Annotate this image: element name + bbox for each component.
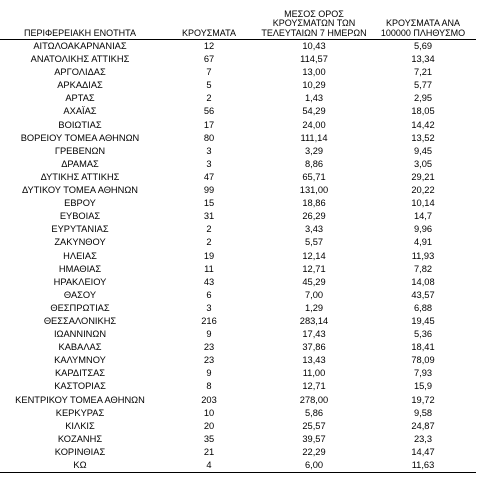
table-row [0, 289, 476, 302]
cell-7day-average: 1,29 [304, 302, 324, 313]
table-row [0, 420, 476, 433]
table-row [0, 354, 476, 367]
cell-7day-average: 26,29 [302, 211, 326, 222]
cell-cases: 80 [203, 132, 215, 143]
header-cases-per-100000: ΚΡΟΥΣΜΑΤΑ ΑΝΑ 100000 ΠΛΗΘΥΣΜΟ [370, 4, 476, 40]
table-row [0, 367, 476, 380]
cell-regional-unit: ΔΡΑΜΑΣ [61, 158, 99, 169]
cell-cases: 67 [203, 54, 215, 65]
table-row [0, 158, 476, 171]
cell-regional-unit: ΗΜΑΘΙΑΣ [58, 263, 102, 274]
cell-cases-per-100000: 20,22 [411, 185, 435, 196]
cell-cases-per-100000: 14,7 [413, 211, 433, 222]
cell-regional-unit: ΚΕΝΤΡΙΚΟΥ ΤΟΜΕΑ ΑΘΗΝΩΝ [15, 394, 145, 405]
table-row [0, 132, 476, 145]
table-row [0, 171, 476, 184]
table-body [0, 40, 476, 473]
cell-regional-unit: ΓΡΕΒΕΝΩΝ [54, 145, 106, 156]
cell-cases: 21 [203, 446, 215, 457]
cell-regional-unit: ΚΑΒΑΛΑΣ [58, 342, 102, 353]
table-row [0, 394, 476, 407]
cell-cases: 7 [206, 67, 212, 78]
cell-regional-unit: ΚΩ [0, 459, 160, 473]
cell-7day-average: 5,86 [304, 407, 324, 418]
cell-cases-per-100000: 4,91 [413, 237, 433, 248]
cell-cases-per-100000: 9,45 [413, 145, 433, 156]
cell-7day-average: 114,57 [300, 54, 328, 65]
cell-7day-average: 12,71 [302, 381, 326, 392]
cell-cases-per-100000: 19,45 [411, 315, 435, 326]
cell-cases: 9 [206, 329, 212, 340]
table-row [0, 276, 476, 289]
table-row [0, 341, 476, 354]
cell-cases: 23 [203, 355, 215, 366]
cell-regional-unit: ΘΕΣΠΡΩΤΙΑΣ [50, 302, 110, 313]
cell-cases-per-100000: 10,14 [411, 198, 435, 209]
cell-cases-per-100000: 11,93 [411, 250, 435, 261]
cell-cases: 2 [206, 237, 212, 248]
cell-cases: 2 [206, 224, 212, 235]
cell-cases-per-100000: 7,93 [413, 368, 433, 379]
cell-7day-average: 39,57 [302, 433, 326, 444]
cell-7day-average: 24,00 [302, 119, 326, 130]
cell-cases-per-100000: 19,72 [411, 394, 435, 405]
table-row [0, 433, 476, 446]
cell-cases: 4 [160, 459, 258, 473]
cell-regional-unit: ΕΥΒΟΙΑΣ [59, 211, 101, 222]
table-row [0, 250, 476, 263]
cell-7day-average: 12,14 [302, 250, 326, 261]
header-7day-average: ΜΕΣΟΣ ΟΡΟΣ ΚΡΟΥΣΜΑΤΩΝ ΤΩΝ ΤΕΛΕΥΤΑΙΩΝ 7 ΗΜΕΡΩΝ [258, 4, 370, 40]
cell-cases: 6 [206, 289, 212, 300]
cell-cases: 216 [201, 315, 217, 326]
table-row [0, 328, 476, 341]
cell-7day-average: 22,29 [302, 446, 326, 457]
cell-regional-unit: ΑΡΤΑΣ [65, 93, 95, 104]
cell-cases: 203 [201, 394, 217, 405]
cell-regional-unit: ΚΟΖΑΝΗΣ [57, 433, 103, 444]
cell-regional-unit: ΑΡΓΟΛΙΔΑΣ [54, 67, 106, 78]
table-row [0, 92, 476, 105]
cell-7day-average: 111,14 [300, 132, 328, 143]
cell-cases-per-100000: 18,05 [411, 106, 435, 117]
table-row [0, 197, 476, 210]
cell-regional-unit: ΚΕΡΚΥΡΑΣ [55, 407, 105, 418]
cell-cases: 19 [203, 250, 215, 261]
cell-7day-average: 17,43 [302, 329, 326, 340]
cell-regional-unit: ΑΙΤΩΛΟΑΚΑΡΝΑΝΙΑΣ [33, 41, 127, 51]
cell-cases-per-100000: 13,52 [411, 132, 435, 143]
cell-7day-average: 3,43 [304, 224, 324, 235]
table-row [0, 119, 476, 132]
header-regional-unit: ΠΕΡΙΦΕΡΕΙΑΚΗ ΕΝΟΤΗΤΑ [0, 4, 160, 40]
cell-regional-unit: ΗΡΑΚΛΕΙΟΥ [53, 276, 107, 287]
table-row [0, 66, 476, 79]
cell-cases-per-100000: 11,63 [370, 459, 476, 473]
cell-regional-unit: ΑΡΚΑΔΙΑΣ [57, 80, 103, 91]
cell-7day-average: 54,29 [302, 106, 326, 117]
table-row [0, 53, 476, 66]
cell-cases: 20 [203, 420, 215, 431]
table-row [0, 79, 476, 92]
cell-cases: 9 [206, 368, 212, 379]
cell-cases-per-100000: 13,34 [411, 54, 435, 65]
cell-7day-average: 5,57 [304, 237, 324, 248]
cell-regional-unit: ΘΕΣΣΑΛΟΝΙΚΗΣ [43, 315, 117, 326]
cell-cases-per-100000: 43,57 [411, 289, 435, 300]
table-row [0, 223, 476, 236]
cell-7day-average: 13,00 [302, 67, 326, 78]
cell-7day-average: 25,57 [302, 420, 326, 431]
cell-cases: 31 [203, 211, 215, 222]
table-row [0, 407, 476, 420]
cell-regional-unit: ΒΟΡΕΙΟΥ ΤΟΜΕΑ ΑΘΗΝΩΝ [20, 132, 140, 143]
cell-regional-unit: ΘΑΣΟΥ [63, 289, 97, 300]
cell-cases-per-100000: 3,05 [413, 158, 433, 169]
cell-regional-unit: ΚΟΡΙΝΘΙΑΣ [54, 446, 106, 457]
header-cases: ΚΡΟΥΣΜΑΤΑ [160, 4, 258, 40]
cell-regional-unit: ΕΥΡΥΤΑΝΙΑΣ [51, 224, 109, 235]
cell-7day-average: 8,86 [304, 158, 324, 169]
cell-regional-unit: ΔΥΤΙΚΗΣ ΑΤΤΙΚΗΣ [40, 171, 120, 182]
cell-cases-per-100000: 9,58 [413, 407, 433, 418]
cell-cases: 11 [204, 263, 214, 274]
cell-regional-unit: ΖΑΚΥΝΘΟΥ [54, 237, 106, 248]
cell-cases: 56 [203, 106, 215, 117]
cell-cases-per-100000: 2,95 [413, 93, 433, 104]
cell-cases: 17 [203, 119, 215, 130]
cell-regional-unit: ΙΩΑΝΝΙΝΩΝ [53, 329, 107, 340]
cell-regional-unit: ΑΧΑΪΑΣ [63, 106, 97, 117]
table-row [0, 446, 476, 459]
cell-regional-unit: ΕΒΡΟΥ [64, 198, 96, 209]
cell-cases: 3 [206, 145, 212, 156]
cell-cases-per-100000: 23,3 [413, 433, 433, 444]
cell-cases-per-100000: 7,21 [413, 67, 433, 78]
cell-cases-per-100000: 5,69 [413, 41, 433, 51]
cell-cases-per-100000: 24,87 [411, 420, 435, 431]
cell-cases-per-100000: 5,77 [413, 80, 433, 91]
cell-7day-average: 3,29 [304, 145, 324, 156]
cell-7day-average: 10,43 [302, 41, 326, 51]
cell-7day-average: 18,86 [302, 198, 326, 209]
cell-7day-average: 11,00 [302, 368, 326, 379]
table-row [0, 459, 476, 473]
cell-cases: 5 [206, 80, 212, 91]
cell-cases: 99 [203, 185, 215, 196]
cell-cases-per-100000: 6,88 [413, 302, 433, 313]
cell-cases: 35 [203, 433, 215, 444]
cell-cases: 12 [203, 41, 215, 51]
table-row [0, 315, 476, 328]
cell-cases: 2 [206, 93, 212, 104]
cell-cases: 3 [206, 302, 212, 313]
header-row [0, 4, 476, 40]
cell-regional-unit: ΗΛΕΙΑΣ [63, 250, 97, 261]
cell-cases-per-100000: 15,9 [413, 381, 433, 392]
cell-regional-unit: ΔΥΤΙΚΟΥ ΤΟΜΕΑ ΑΘΗΝΩΝ [21, 185, 139, 196]
cell-cases-per-100000: 29,21 [411, 171, 435, 182]
cell-cases-per-100000: 14,42 [411, 119, 435, 130]
table-row [0, 145, 476, 158]
cell-7day-average: 6,00 [258, 459, 370, 473]
cell-regional-unit: ΚΑΛΥΜΝΟΥ [54, 355, 106, 366]
cell-7day-average: 7,00 [304, 289, 324, 300]
cell-7day-average: 12,71 [302, 263, 326, 274]
cell-7day-average: 37,86 [302, 342, 326, 353]
cell-cases-per-100000: 7,82 [413, 263, 433, 274]
cell-cases: 23 [203, 342, 215, 353]
table-row [0, 40, 476, 54]
table-header [0, 4, 476, 40]
cell-cases-per-100000: 14,47 [411, 446, 435, 457]
cell-7day-average: 283,14 [299, 315, 329, 326]
table-row [0, 236, 476, 249]
cell-7day-average: 65,71 [302, 171, 326, 182]
cell-cases: 15 [203, 198, 215, 209]
cell-7day-average: 278,00 [299, 394, 329, 405]
cell-cases-per-100000: 9,96 [413, 224, 433, 235]
cell-cases-per-100000: 14,08 [411, 276, 435, 287]
cell-7day-average: 13,43 [302, 355, 326, 366]
cell-regional-unit: ΚΑΣΤΟΡΙΑΣ [54, 381, 106, 392]
cell-7day-average: 1,43 [304, 93, 324, 104]
cell-cases: 43 [203, 276, 215, 287]
cell-regional-unit: ΚΙΛΚΙΣ [65, 420, 95, 431]
table-row [0, 105, 476, 118]
cell-7day-average: 45,29 [302, 276, 326, 287]
cell-regional-unit: ΑΝΑΤΟΛΙΚΗΣ ΑΤΤΙΚΗΣ [30, 54, 130, 65]
cell-7day-average: 131,00 [299, 185, 329, 196]
cell-cases: 3 [206, 158, 212, 169]
cell-cases: 47 [203, 171, 215, 182]
cases-table [0, 4, 476, 473]
table-row [0, 380, 476, 393]
cell-7day-average: 10,29 [302, 80, 326, 91]
cell-cases-per-100000: 5,36 [413, 329, 433, 340]
table-row [0, 302, 476, 315]
cell-cases: 8 [206, 381, 212, 392]
table-row [0, 210, 476, 223]
cell-regional-unit: ΒΟΙΩΤΙΑΣ [58, 119, 102, 130]
cell-cases-per-100000: 18,41 [411, 342, 435, 353]
cell-cases: 10 [203, 407, 215, 418]
table-row [0, 184, 476, 197]
cell-cases-per-100000: 78,09 [411, 355, 435, 366]
table-row [0, 263, 476, 276]
cell-regional-unit: ΚΑΡΔΙΤΣΑΣ [54, 368, 106, 379]
